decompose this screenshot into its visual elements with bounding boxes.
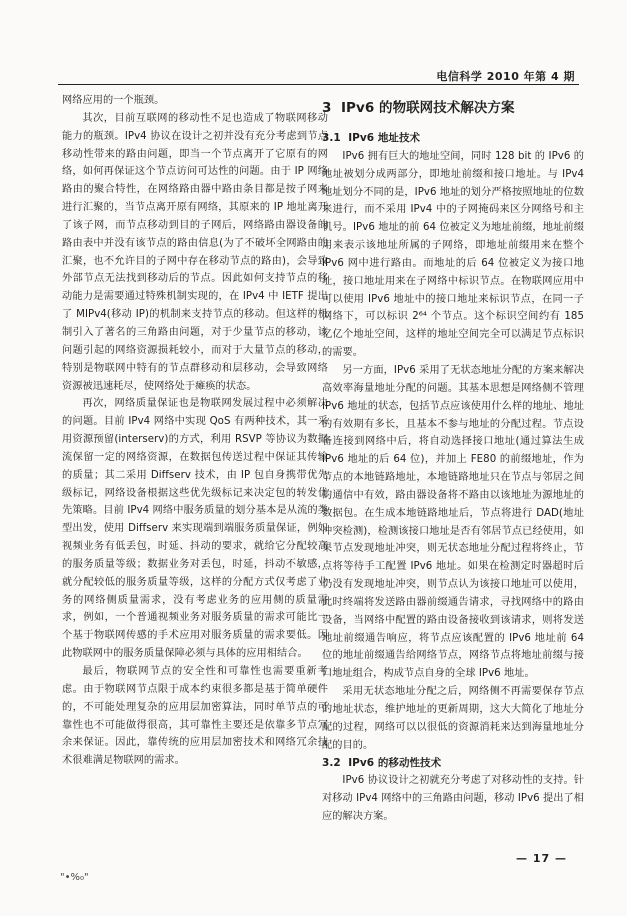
paragraph: 另一方面，IPv6 采用了无状态地址分配的方案来解决高效率海量地址分配的问题。其基本思想是网络侧不管理 IPv6 地址的状态，包括节点应该使用什么样的地址、地址的有效期有多长，且基本不参与地址的分配过程。节点设备连接到网络中后，将自动选择接口地址(通过算法生成 IPv6 地址的后 64 位)，并加上 FE80 的前缀地址，作为节点的本地链路地址，本地链路地址只在节点与邻居之间的通信中有效，路由器设备将不路由以该地址为源地址的数据包。在生成本地链路地址后，节点将进行 DAD(地址冲突检测)，检测该接口地址是否有邻居节点已经使用，如果节点发现地址冲突，则无状态地址分配过程将终止，节点将等待手工配置 IPv6 地址。如果在检测定时器超时后仍没有发现地址冲突，则节点认为该接口地址可以使用，此时终端将发送路由器前缀通告请求，寻找网络中的路由设备，当网络中配置的路由设备接收到该请求，则将发送地址前缀通告响应，将节点应该配置的 IPv6 地址前 64 位的地址前缀通告给网络节点，网络节点将地址前缀与接口地址组合，构成节点自身的全球 IPv6 地址。	[322, 364, 584, 680]
paragraph: 最后，物联网节点的安全性和可靠性也需要重新考虑。由于物联网节点限于成本约束很多都是基于简单硬件的，不可能处理复杂的应用层加密算法，同时单节点的可靠性也不可能做得很高，其可靠性主要还是依靠多节点冗余来保证。因此，靠传统的应用层加密技术和网络冗余技术很难满足物联网的需求。	[62, 666, 328, 767]
paragraph: IPv6 协议设计之初就充分考虑了对移动性的支持。针对移动 IPv4 网络中的三角路由问题，移动 IPv6 提出了相应的解决方案。	[322, 775, 584, 823]
paragraph: 采用无状态地址分配之后，网络侧不再需要保存节点的地址状态，维护地址的更新周期，这大大简化了地址分配的过程，网络可以以很低的资源消耗来达到海量地址分配的目的。	[322, 686, 584, 751]
subsection-number: 3.2	[322, 756, 341, 769]
paragraph: 再次，网络质量保证也是物联网发展过程中必须解决的问题。目前 IPv4 网络中实现 QoS 有两种技术，其一采用资源预留(interserv)的方式，利用 RSVP 等协议为数据流保留一定的网络资源，在数据包传送过程中保证其传输的质量；其二采用 Diffserv 技术，由 IP 包自身携带优先级标记，网络设备根据这些优先级标记来决定包的转发优先策略。目前 IPv4 网络中服务质量的划分基本是从流的类型出发，使用 Diffserv 来实现端到端服务质量保证，例如视频业务有低丢包，时延、抖动的要求，就给它分配较高的服务质量等级；数据业务对丢包，时延，抖动不敏感，就分配较低的服务质量等级，这样的分配方式仅考虑了业务的网络侧质量需求，没有考虑业务的应用侧的质量需求，例如，一个普通视频业务对服务质量的需求可能比一个基于物联网传感的手术应用对服务质量的需求要低。因此物联网中的服务质量保障必须与具体的应用相结合。	[62, 398, 328, 660]
section-title: IPv6 的物联网技术解决方案	[340, 100, 515, 116]
journal-header: 电信科学 2010 年第 4 期	[436, 70, 575, 83]
subsection-heading	[322, 755, 584, 773]
right-column	[322, 92, 584, 826]
paragraph: 其次，目前互联网的移动性不足也造成了物联网移动能力的瓶颈。IPv4 协议在设计之初并没有充分考虑到节点移动性带来的路由问题，即当一个节点离开了它原有的网络，如何再保证这个节点访问可达性的问题。由于 IP 网络路由的聚合特性，在网络路由器中路由条目都是按子网来进行汇聚的，当节点离开原有网络，其原来的 IP 地址离开了该子网，而节点移动到目的子网后，网络路由器设备的路由表中并没有该节点的路由信息(为了不破坏全网路由的汇聚，也不允许目的子网中存在移动节点的路由)，会导致外部节点无法找到移动后的节点。因此如何支持节点的移动能力是需要通过特殊机制实现的，在 IPv4 中 IETF 提出了 MIPv4(移动 IP)的机制来支持节点的移动。但这样的机制引入了著名的三角路由问题，对于少量节点的移动，该问题引起的网络资源损耗较小，而对于大量节点的移动，特别是物联网中特有的节点群移动和层移动，会导致网络资源被迅速耗尽，使网络处于瘫痪的状态。	[62, 112, 328, 392]
left-column	[62, 92, 328, 770]
section-heading	[322, 98, 584, 118]
paragraph: 网络应用的一个瓶颈。	[62, 95, 165, 106]
footer-mark: "•%₀"	[60, 872, 89, 883]
section-number: 3	[322, 100, 332, 116]
header-rule	[58, 84, 579, 85]
subsection-heading	[322, 130, 584, 148]
subsection-number: 3.1	[322, 132, 341, 144]
paragraph: IPv6 拥有巨大的地址空间，同时 128 bit 的 IPv6 的地址被划分成两部分，即地址前缀和接口地址。与 IPv4 地址划分不同的是，IPv6 地址的划分严格按照地址的位数来进行，而不采用 IPv4 中的子网掩码来区分网络号和主机号。IPv6 地址的前 64 位被定义为地址前缀，地址前缀用来表示该地址所属的子网络，即地址前缀用来在整个 IPv6 网中进行路由。而地址的后 64 位被定义为接口地址，接口地址用来在子网络中标识节点。在物联网应用中可以使用 IPv6 地址中的接口地址来标识节点，在同一子网络下，可以标识 2⁶⁴ 个节点。这个标识空间约有 185 亿亿个地址空间，这样的地址空间完全可以满足节点标识的需要。	[322, 150, 584, 359]
page-number: — 17 —	[516, 852, 567, 865]
subsection-title: IPv6 的移动性技术	[348, 756, 442, 769]
subsection-title: IPv6 地址技术	[348, 132, 421, 144]
